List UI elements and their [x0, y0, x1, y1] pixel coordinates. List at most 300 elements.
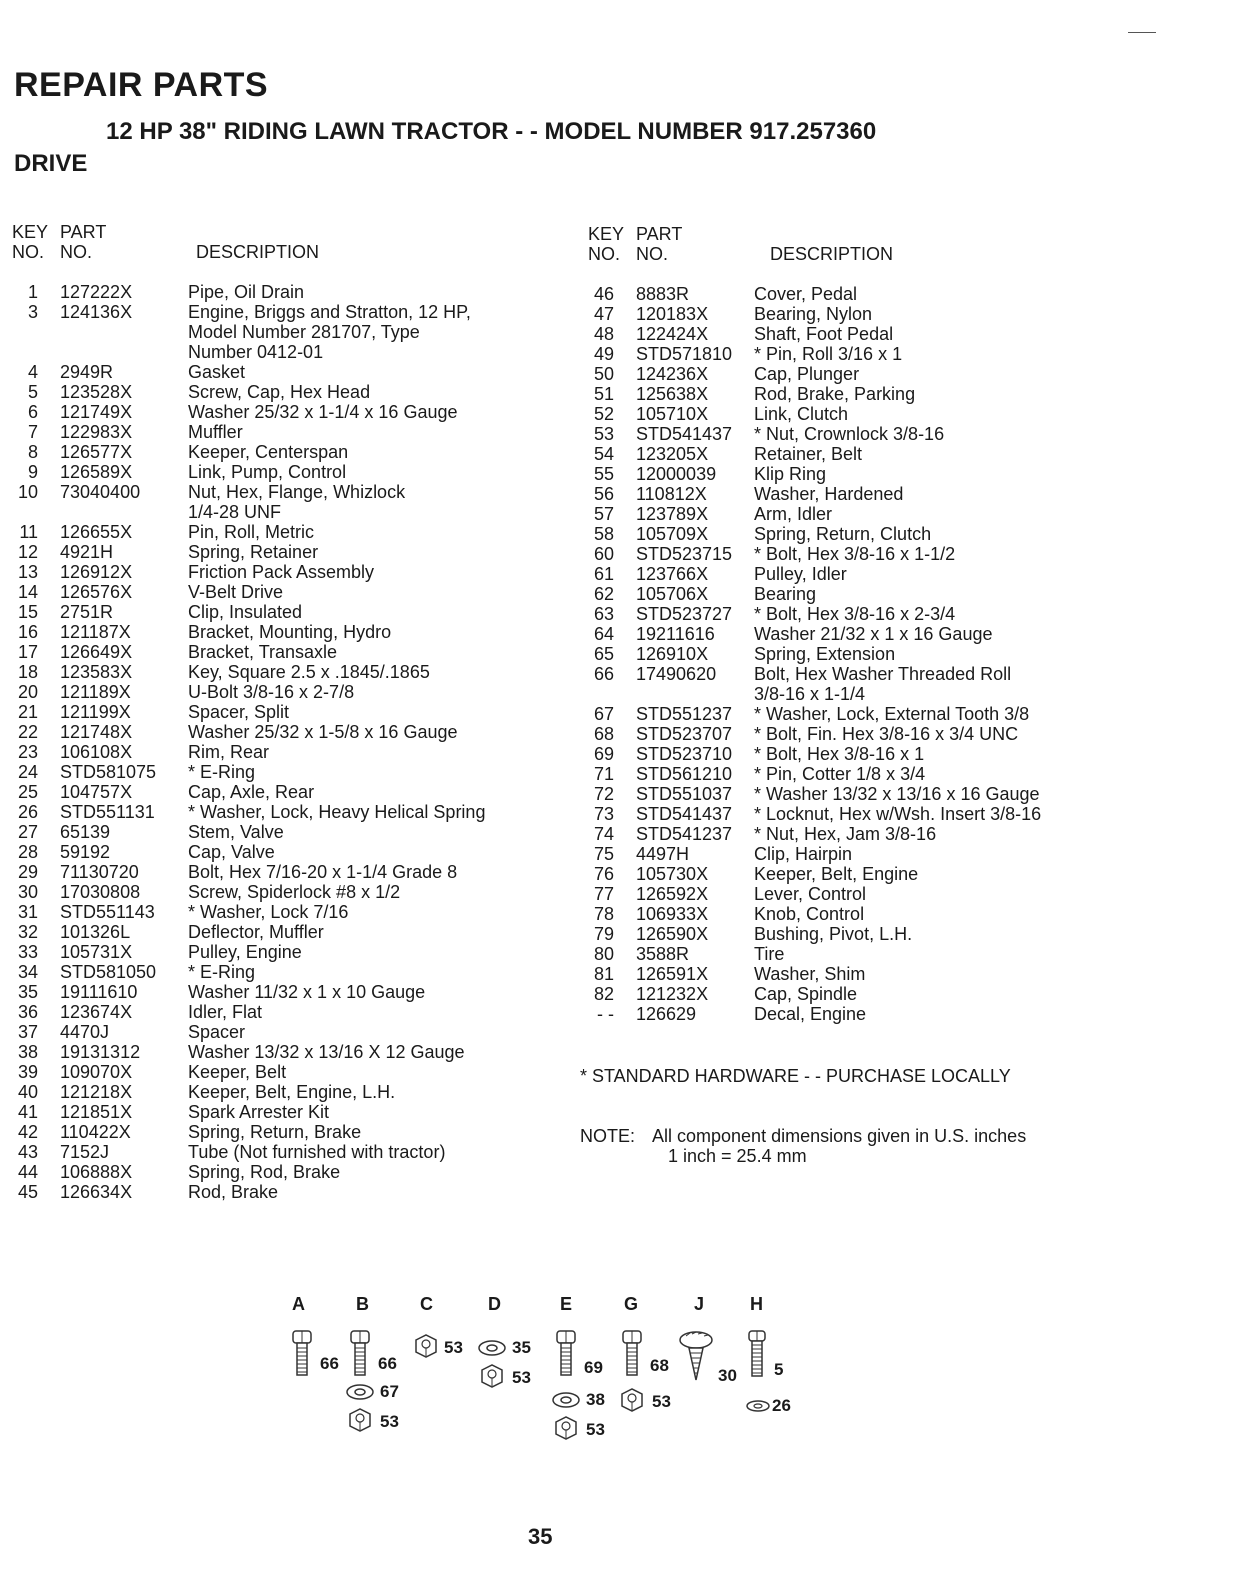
part-number: STD581050: [60, 962, 157, 982]
parts-row: [588, 324, 1108, 344]
parts-row: [12, 542, 572, 562]
part-number: 121748X: [60, 722, 133, 742]
parts-row: [588, 924, 1108, 944]
part-number: 126589X: [60, 462, 133, 482]
hardware-letter-g: G: [624, 1294, 639, 1314]
key-number: 55: [593, 464, 614, 484]
parts-row: [588, 944, 1108, 964]
part-number: 122424X: [636, 324, 709, 344]
part-description: Spark Arrester Kit: [188, 1102, 330, 1122]
parts-row: [12, 1082, 572, 1102]
key-number: 11: [19, 522, 38, 542]
parts-rows-left: [12, 282, 572, 1202]
part-number: 123205X: [636, 444, 709, 464]
page-corner-mark: [1128, 32, 1156, 33]
part-description: * Bolt, Fin. Hex 3/8-16 x 3/4 UNC: [754, 724, 1019, 744]
part-number: 124136X: [60, 302, 133, 322]
dimensions-note: [580, 1126, 1026, 1166]
parts-list-left: [12, 222, 572, 1202]
part-number: 125638X: [636, 384, 709, 404]
key-number: 18: [17, 662, 38, 682]
key-number: 39: [17, 1062, 38, 1082]
parts-row: [12, 942, 572, 962]
part-number: STD523710: [636, 744, 733, 764]
parts-row: [12, 302, 572, 362]
key-number: 22: [17, 722, 38, 742]
part-description: Tube (Not furnished with tractor): [188, 1142, 446, 1162]
parts-row: [12, 742, 572, 762]
part-number: 65139: [60, 822, 111, 842]
part-number: 19131312: [60, 1042, 141, 1062]
parts-row: [12, 442, 572, 462]
key-number: 45: [17, 1182, 38, 1202]
part-number: STD551131: [60, 802, 155, 822]
hardware-letter-a: A: [292, 1294, 305, 1314]
hardware-label-e-38: 38: [586, 1390, 605, 1409]
part-number: STD541437: [636, 804, 733, 824]
part-number: 121218X: [60, 1082, 133, 1102]
parts-row: [12, 722, 572, 742]
parts-row: [588, 284, 1108, 304]
hardware-label-a-66: 66: [320, 1354, 339, 1373]
part-description: Spacer: [188, 1022, 246, 1042]
parts-row: [588, 1004, 1108, 1024]
parts-list-header-right: [588, 224, 1108, 284]
key-number: 75: [593, 844, 614, 864]
part-number: 4470J: [60, 1022, 110, 1042]
part-description: Bushing, Pivot, L.H.: [754, 924, 913, 944]
crownlock-nut-icon: [478, 1364, 506, 1388]
part-number: STD581075: [60, 762, 157, 782]
part-description: Spring, Retainer: [188, 542, 319, 562]
part-number: 2751R: [60, 602, 114, 622]
hardware-label-j-30: 30: [718, 1366, 737, 1385]
part-description: Keeper, Centerspan: [188, 442, 349, 462]
parts-list-header-left: [12, 222, 572, 282]
key-number: 4: [27, 362, 38, 382]
part-description: * Bolt, Hex 3/8-16 x 2-3/4: [754, 604, 956, 624]
part-number: 106888X: [60, 1162, 133, 1182]
part-description: Muffler: [188, 422, 243, 442]
parts-row: [12, 922, 572, 942]
key-number: 1: [27, 282, 38, 302]
standard-hardware-note: * STANDARD HARDWARE - - PURCHASE LOCALLY: [580, 1066, 1011, 1086]
parts-row: [12, 1182, 572, 1202]
part-number: 126591X: [636, 964, 709, 984]
key-number: 23: [17, 742, 38, 762]
part-description: Bolt, Hex Washer Threaded Roll 3/8-16 x 1-1/4: [754, 664, 1012, 704]
hex-bolt-icon: [554, 1330, 578, 1378]
part-description: Arm, Idler: [754, 504, 833, 524]
part-description: * Washer, Lock 7/16: [188, 902, 349, 922]
parts-row: [12, 782, 572, 802]
part-description: Rod, Brake, Parking: [754, 384, 916, 404]
key-number: 56: [593, 484, 614, 504]
key-number: 26: [17, 802, 38, 822]
key-number: 16: [17, 622, 38, 642]
part-number: 126629: [636, 1004, 697, 1024]
parts-row: [12, 642, 572, 662]
part-number: 101326L: [60, 922, 131, 942]
parts-row: [12, 362, 572, 382]
key-number: 71: [593, 764, 614, 784]
parts-row: [588, 844, 1108, 864]
key-number: 30: [17, 882, 38, 902]
part-number: 123583X: [60, 662, 133, 682]
hardware-label-c-53: 53: [444, 1338, 463, 1357]
part-number: STD551143: [60, 902, 155, 922]
parts-row: [588, 884, 1108, 904]
part-number: 126649X: [60, 642, 133, 662]
part-number: 105731X: [60, 942, 133, 962]
part-description: * E-Ring: [188, 762, 256, 782]
hardware-label-h-5: 5: [774, 1360, 784, 1379]
parts-row: [12, 482, 572, 522]
part-description: Washer 21/32 x 1 x 16 Gauge: [754, 624, 993, 644]
key-number: 21: [17, 702, 38, 722]
key-number: 27: [17, 822, 38, 842]
parts-row: [12, 862, 572, 882]
part-description: Link, Clutch: [754, 404, 849, 424]
part-number: 126910X: [636, 644, 709, 664]
header-part: PART: [60, 222, 107, 242]
standard-hardware-diagram: [280, 1294, 840, 1464]
part-description: Pulley, Engine: [188, 942, 302, 962]
hex-bolt-icon: [620, 1330, 644, 1378]
lock-washer-icon: [344, 1382, 376, 1402]
parts-row: [12, 562, 572, 582]
parts-row: [12, 1062, 572, 1082]
part-number: 126577X: [60, 442, 133, 462]
key-number: 5: [27, 382, 38, 402]
key-number: 25: [17, 782, 38, 802]
parts-row: [12, 602, 572, 622]
page-subtitle: 12 HP 38" RIDING LAWN TRACTOR - - MODEL NUMBER 917.257360: [106, 118, 877, 145]
cap-screw-icon: [746, 1330, 768, 1378]
part-number: 126592X: [636, 884, 709, 904]
part-description: Spring, Extension: [754, 644, 896, 664]
key-number: 9: [27, 462, 38, 482]
key-number: 8: [27, 442, 38, 462]
parts-row: [588, 904, 1108, 924]
parts-row: [12, 582, 572, 602]
key-number: 47: [593, 304, 614, 324]
part-description: Washer, Hardened: [754, 484, 904, 504]
part-number: 19111610: [60, 982, 138, 1002]
note-text: All component dimensions given in U.S. inches: [652, 1126, 1027, 1146]
key-number: 3: [27, 302, 38, 322]
part-number: 105730X: [636, 864, 709, 884]
header-key: KEY: [588, 224, 625, 244]
part-description: * Locknut, Hex w/Wsh. Insert 3/8-16: [754, 804, 1042, 824]
part-description: Screw, Cap, Hex Head: [188, 382, 371, 402]
key-number: 61: [593, 564, 614, 584]
key-number: 42: [17, 1122, 38, 1142]
parts-row: [588, 864, 1108, 884]
part-description: Washer 25/32 x 1-1/4 x 16 Gauge: [188, 402, 458, 422]
part-number: 126655X: [60, 522, 133, 542]
parts-row: [588, 604, 1108, 624]
part-number: 121749X: [60, 402, 133, 422]
part-description: Cap, Valve: [188, 842, 275, 862]
parts-row: [12, 702, 572, 722]
part-description: V-Belt Drive: [188, 582, 284, 602]
parts-row: [12, 1102, 572, 1122]
parts-row: [12, 462, 572, 482]
part-description: U-Bolt 3/8-16 x 2-7/8: [188, 682, 355, 702]
key-number: 74: [593, 824, 614, 844]
parts-row: [12, 962, 572, 982]
part-number: 121851X: [60, 1102, 133, 1122]
part-number: 127222X: [60, 282, 133, 302]
header-description: DESCRIPTION: [196, 242, 320, 262]
part-description: Pin, Roll, Metric: [188, 522, 315, 542]
part-description: Spring, Return, Clutch: [754, 524, 932, 544]
part-number: 123789X: [636, 504, 709, 524]
part-number: 121199X: [60, 702, 131, 722]
key-number: 43: [17, 1142, 38, 1162]
hardware-label-e-53: 53: [586, 1420, 605, 1439]
part-number: 105710X: [636, 404, 709, 424]
key-number: 49: [593, 344, 614, 364]
key-number: 72: [593, 784, 614, 804]
part-description: * E-Ring: [188, 962, 256, 982]
key-number: 14: [17, 582, 38, 602]
hardware-letter-c: C: [420, 1294, 433, 1314]
parts-row: [12, 1042, 572, 1062]
key-number: 62: [593, 584, 614, 604]
part-number: 7152J: [60, 1142, 110, 1162]
part-number: 4921H: [60, 542, 114, 562]
part-number: 71130720: [60, 862, 139, 882]
hardware-label-d-53: 53: [512, 1368, 531, 1387]
part-description: Bearing: [754, 584, 817, 604]
key-number: 20: [17, 682, 38, 702]
hardware-label-g-53: 53: [652, 1392, 671, 1411]
part-number: 2949R: [60, 362, 114, 382]
part-description: Cap, Axle, Rear: [188, 782, 315, 802]
part-description: Screw, Spiderlock #8 x 1/2: [188, 882, 401, 902]
part-description: Rod, Brake: [188, 1182, 279, 1202]
part-description: * Washer, Lock, External Tooth 3/8: [754, 704, 1030, 724]
part-number: 110422X: [60, 1122, 131, 1142]
parts-row: [12, 522, 572, 542]
part-description: Deflector, Muffler: [188, 922, 324, 942]
crownlock-nut-icon: [412, 1334, 440, 1358]
part-number: 121232X: [636, 984, 709, 1004]
parts-row: [588, 984, 1108, 1004]
part-number: STD523727: [636, 604, 733, 624]
key-number: 13: [17, 562, 38, 582]
section-title: DRIVE: [14, 150, 88, 177]
part-number: STD523707: [636, 724, 733, 744]
header-part-no: NO.: [60, 242, 93, 262]
key-number: 35: [17, 982, 38, 1002]
part-number: 19211616: [636, 624, 715, 644]
hardware-label-e-69: 69: [584, 1358, 603, 1377]
key-number: 60: [593, 544, 614, 564]
part-number: 105706X: [636, 584, 709, 604]
part-description: * Nut, Hex, Jam 3/8-16: [754, 824, 937, 844]
key-number: 77: [593, 884, 614, 904]
parts-row: [12, 282, 572, 302]
key-number: 41: [17, 1102, 38, 1122]
part-description: Nut, Hex, Flange, Whizlock 1/4-28 UNF: [188, 482, 406, 522]
part-description: Knob, Control: [754, 904, 865, 924]
parts-rows-right: [588, 284, 1108, 1024]
parts-row: [588, 644, 1108, 664]
flat-washer-icon: [476, 1338, 508, 1358]
parts-row: [12, 1162, 572, 1182]
part-number: 3588R: [636, 944, 690, 964]
part-number: 120183X: [636, 304, 709, 324]
key-number: 54: [593, 444, 614, 464]
part-description: Keeper, Belt, Engine, L.H.: [188, 1082, 396, 1102]
key-number: 6: [27, 402, 38, 422]
parts-row: [588, 964, 1108, 984]
parts-row: [12, 382, 572, 402]
part-description: Spacer, Split: [188, 702, 290, 722]
part-number: 124236X: [636, 364, 709, 384]
part-number: STD561210: [636, 764, 733, 784]
parts-row: [12, 1122, 572, 1142]
parts-row: [12, 402, 572, 422]
parts-row: [588, 464, 1108, 484]
hardware-label-h-26: 26: [772, 1396, 791, 1415]
parts-row: [12, 982, 572, 1002]
part-description: Pulley, Idler: [754, 564, 847, 584]
part-description: Washer 11/32 x 1 x 10 Gauge: [188, 982, 426, 1002]
parts-row: [588, 484, 1108, 504]
key-number: 64: [593, 624, 614, 644]
hardware-label-b-67: 67: [380, 1382, 399, 1401]
key-number: 28: [17, 842, 38, 862]
key-number: 24: [17, 762, 38, 782]
part-description: * Washer 13/32 x 13/16 x 16 Gauge: [754, 784, 1040, 804]
parts-row: [588, 804, 1108, 824]
part-description: Bracket, Mounting, Hydro: [188, 622, 392, 642]
key-number: 78: [593, 904, 614, 924]
part-number: STD551237: [636, 704, 733, 724]
page-title: REPAIR PARTS: [14, 66, 269, 104]
part-description: Decal, Engine: [754, 1004, 867, 1024]
part-description: Washer 13/32 x 13/16 X 12 Gauge: [188, 1042, 465, 1062]
part-number: STD541437: [636, 424, 733, 444]
part-number: 123674X: [60, 1002, 133, 1022]
part-description: Bolt, Hex 7/16-20 x 1-1/4 Grade 8: [188, 862, 458, 882]
key-number: 15: [17, 602, 38, 622]
part-number: 73040400: [60, 482, 141, 502]
flat-washer-icon: [550, 1390, 582, 1410]
parts-row: [588, 364, 1108, 384]
key-number: 68: [593, 724, 614, 744]
part-number: 4497H: [636, 844, 690, 864]
part-number: 123766X: [636, 564, 709, 584]
part-description: Link, Pump, Control: [188, 462, 347, 482]
key-number: 81: [593, 964, 614, 984]
parts-row: [588, 524, 1108, 544]
parts-row: [12, 1022, 572, 1042]
hardware-letter-j: J: [694, 1294, 705, 1314]
hardware-letter-d: D: [488, 1294, 501, 1314]
hardware-label-b-66: 66: [378, 1354, 397, 1373]
part-number: 8883R: [636, 284, 690, 304]
part-description: Cap, Spindle: [754, 984, 858, 1004]
hardware-label-b-53: 53: [380, 1412, 399, 1431]
key-number: 48: [593, 324, 614, 344]
part-description: Key, Square 2.5 x .1845/.1865: [188, 662, 430, 682]
parts-row: [588, 624, 1108, 644]
parts-row: [12, 682, 572, 702]
part-number: 126590X: [636, 924, 709, 944]
part-description: Cap, Plunger: [754, 364, 860, 384]
part-number: 59192: [60, 842, 111, 862]
part-number: STD523715: [636, 544, 733, 564]
part-description: Lever, Control: [754, 884, 867, 904]
parts-row: [588, 724, 1108, 744]
key-number: 12: [17, 542, 38, 562]
key-number: 36: [17, 1002, 38, 1022]
parts-row: [588, 824, 1108, 844]
key-number: - -: [597, 1004, 614, 1024]
lock-washer-icon: [744, 1398, 772, 1414]
part-number: 123528X: [60, 382, 133, 402]
part-number: 17490620: [636, 664, 717, 684]
part-number: 17030808: [60, 882, 141, 902]
key-number: 80: [593, 944, 614, 964]
part-number: 12000039: [636, 464, 717, 484]
key-number: 53: [593, 424, 614, 444]
part-description: * Pin, Cotter 1/8 x 3/4: [754, 764, 926, 784]
part-description: Clip, Hairpin: [754, 844, 853, 864]
part-description: Keeper, Belt, Engine: [754, 864, 919, 884]
key-number: 31: [17, 902, 38, 922]
parts-row: [588, 424, 1108, 444]
parts-row: [12, 662, 572, 682]
hardware-label-d-35: 35: [512, 1338, 531, 1357]
part-number: 109070X: [60, 1062, 133, 1082]
parts-row: [12, 1002, 572, 1022]
key-number: 44: [17, 1162, 38, 1182]
part-description: * Nut, Crownlock 3/8-16: [754, 424, 945, 444]
crownlock-nut-icon: [618, 1388, 646, 1412]
part-description: * Washer, Lock, Heavy Helical Spring: [188, 802, 486, 822]
part-number: 122983X: [60, 422, 133, 442]
part-description: Shaft, Foot Pedal: [754, 324, 894, 344]
part-number: 106108X: [60, 742, 133, 762]
crownlock-nut-icon: [552, 1416, 580, 1440]
key-number: 76: [593, 864, 614, 884]
key-number: 10: [17, 482, 38, 502]
part-number: STD571810: [636, 344, 733, 364]
parts-row: [12, 802, 572, 822]
part-number: 121189X: [60, 682, 131, 702]
part-description: * Bolt, Hex 3/8-16 x 1-1/2: [754, 544, 956, 564]
parts-row: [12, 842, 572, 862]
parts-row: [588, 504, 1108, 524]
part-number: 110812X: [636, 484, 707, 504]
parts-row: [588, 544, 1108, 564]
parts-row: [12, 882, 572, 902]
part-description: Gasket: [188, 362, 246, 382]
key-number: 33: [17, 942, 38, 962]
parts-row: [588, 344, 1108, 364]
part-description: Spring, Return, Brake: [188, 1122, 362, 1142]
part-description: Washer 25/32 x 1-5/8 x 16 Gauge: [188, 722, 458, 742]
parts-row: [12, 902, 572, 922]
parts-row: [588, 564, 1108, 584]
parts-row: [12, 822, 572, 842]
